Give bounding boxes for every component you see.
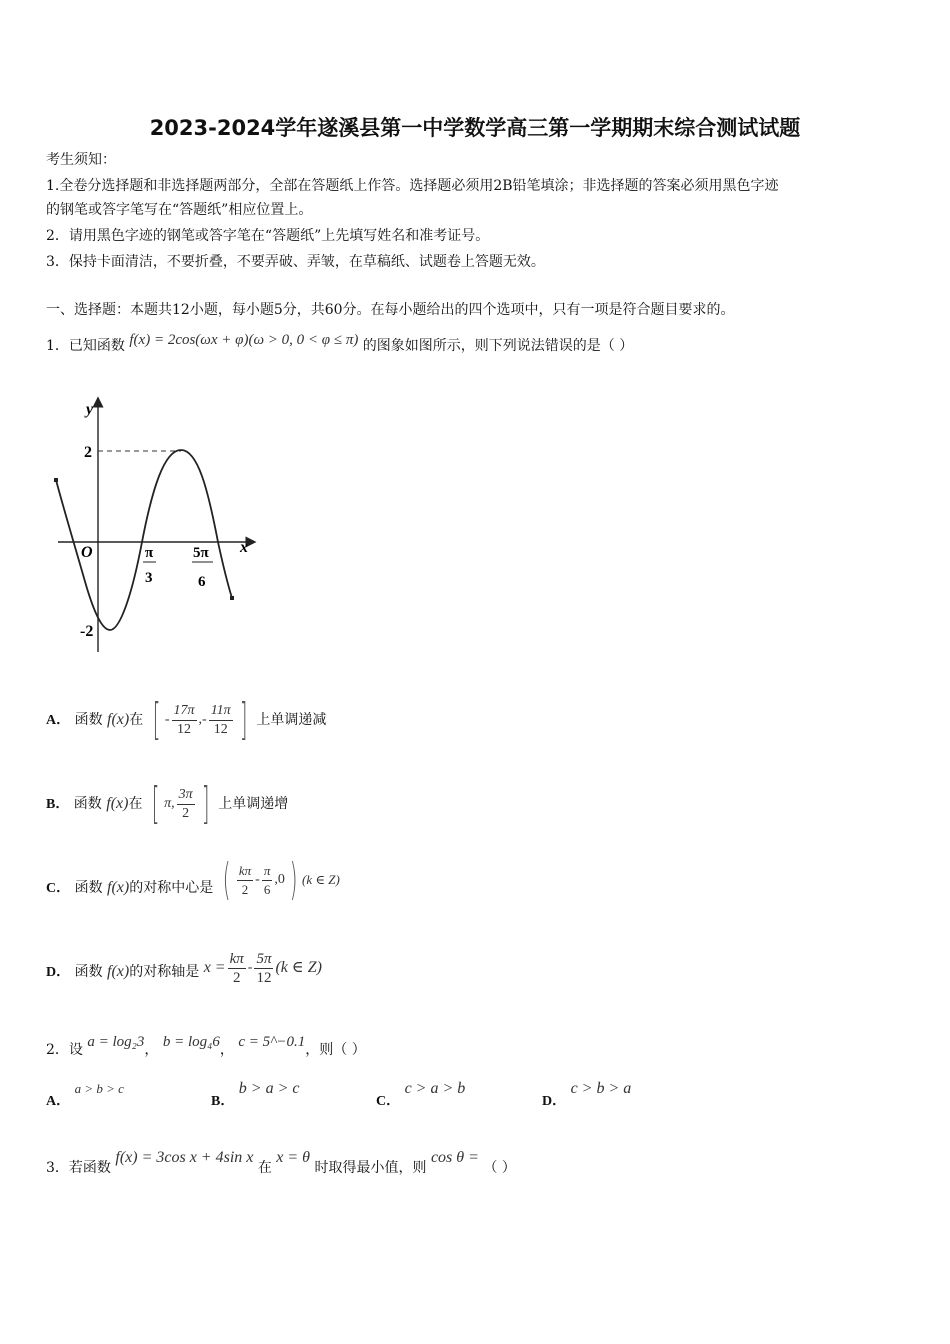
option-c-fx: f(x) [107, 879, 130, 896]
q2-b-def: b = log₄6 [162, 1034, 220, 1050]
q2-option-expr: b > a > c [238, 1080, 300, 1097]
curve-endpoint-left [54, 478, 58, 482]
y-min-label: -2 [80, 623, 94, 640]
option-b-text: 在 [128, 796, 143, 812]
q3-ask: cos θ = [430, 1149, 479, 1166]
option-d-text: 的对称轴是 [129, 964, 200, 980]
q2-option-b[interactable] [211, 1080, 300, 1110]
q2-option-label: A． [46, 1094, 71, 1109]
page-title: 2023-2024学年遂溪县第一中学数学高三第一学期期末综合测试试题 [149, 116, 801, 140]
option-c-text: 函数 [74, 880, 103, 896]
q2-c-def: c = 5^−0.1 [238, 1034, 306, 1050]
option-a-text: 函数 [74, 712, 103, 728]
notice-item: 的钢笔或答字笔写在“答题纸”相应位置上。 [46, 202, 313, 218]
question-3-stem [46, 1149, 516, 1178]
q3-formula: f(x) = 3cos x + 4sin x [115, 1149, 254, 1166]
option-a-interval: [ - $\frac{17\pi}{12}$ ,- $\frac{11\pi}{12}$ ] [152, 694, 248, 745]
notice-item: 3．保持卡面清洁，不要折叠，不要弄破、弄皱，在草稿纸、试题卷上答题无效。 [46, 254, 545, 270]
q2-option-expr: c > a > b [404, 1080, 466, 1097]
tick-pi3-num: π [145, 545, 154, 561]
q2-a-def: a = log₂3 [87, 1034, 145, 1050]
notice-item: 2．请用黑色字迹的钢笔或答字笔在“答题纸”上先填写姓名和准考证号。 [46, 228, 490, 244]
notice-item: 1.全卷分选择题和非选择题两部分，全部在答题纸上作答。选择题必须用2B铅笔填涂；非选择题的答案必须用黑色字迹 [46, 178, 779, 194]
q1-suffix: 的图象如图所示，则下列说法错误的是（ ） [362, 338, 634, 354]
option-a-text: 上单调递减 [256, 712, 327, 728]
q2-option-expr: c > b > a [570, 1080, 632, 1097]
option-d-fx: f(x) [107, 963, 130, 980]
q1-formula: f(x) = 2cos(ωx + φ)(ω > 0, 0 < φ ≤ π) [129, 332, 359, 348]
cosine-curve [56, 450, 232, 630]
q3-text: 在 [257, 1160, 272, 1176]
question-1-stem [46, 332, 634, 356]
option-b-interval: [ π, $\frac{3\pi}{2}$ ] [151, 778, 210, 829]
option-b-label: B． [46, 797, 70, 812]
q2-option-label: C． [376, 1094, 401, 1109]
q1-option-b[interactable] [46, 778, 289, 829]
option-d-text: 函数 [74, 964, 103, 980]
q3-suffix: （ ） [483, 1160, 516, 1176]
option-a-label: A． [46, 713, 71, 728]
curve-endpoint-right [230, 596, 234, 600]
q2-option-expr: a > b > c [74, 1081, 124, 1096]
q3-condition: x = θ [276, 1149, 311, 1166]
option-d-axis: x = $\frac{k\pi}{2}$ - $\frac{5\pi}{12}$ (k ∈ Z) [203, 950, 322, 986]
q2-option-c[interactable] [376, 1080, 466, 1110]
q2-option-label: B． [211, 1094, 235, 1109]
question-2-stem: 2．设 a = log₂3， b = log₄6， c = 5^−0.1，则（ ） [46, 1034, 366, 1058]
option-b-text: 函数 [73, 796, 102, 812]
notice-heading: 考生须知： [46, 152, 116, 168]
q1-prefix: 1．已知函数 [46, 338, 125, 354]
option-b-fx: f(x) [106, 795, 129, 812]
q2-suffix: ，则（ ） [305, 1042, 366, 1058]
option-c-text: 的对称中心是 [129, 880, 214, 896]
q1-option-c[interactable] [46, 854, 340, 911]
q2-options [46, 1080, 906, 1120]
q2-option-a[interactable] [46, 1081, 124, 1110]
x-axis-label: x [240, 539, 248, 556]
option-d-label: D． [46, 965, 71, 980]
q3-prefix: 3．若函数 [46, 1160, 111, 1176]
origin-label: O [81, 544, 93, 561]
tick-5pi6-den: 6 [198, 574, 206, 590]
q3-text: 时取得最小值，则 [314, 1160, 427, 1176]
tick-5pi6-num: 5π [193, 545, 209, 561]
q2-option-label: D． [542, 1094, 567, 1109]
y-max-label: 2 [84, 444, 92, 461]
q1-option-a[interactable] [46, 694, 327, 745]
q2-prefix: 2．设 [46, 1042, 83, 1058]
option-a-fx: f(x) [107, 711, 130, 728]
y-axis-label: y [86, 401, 94, 418]
q2-option-d[interactable] [542, 1080, 632, 1110]
function-graph [46, 390, 266, 660]
option-c-center: ( $\frac{k\pi}{2}$ - $\frac{\pi}{6}$ ,0 ) (k ∈ Z) [222, 854, 340, 905]
option-c-label: C． [46, 881, 71, 896]
tick-pi3-den: 3 [145, 570, 153, 586]
q1-option-d[interactable] [46, 950, 322, 995]
option-b-text: 上单调递增 [218, 796, 289, 812]
section-heading: 一、选择题：本题共12小题，每小题5分，共60分。在每小题给出的四个选项中，只有一项是符合题目要求的。 [46, 302, 735, 318]
option-a-text: 在 [129, 712, 144, 728]
